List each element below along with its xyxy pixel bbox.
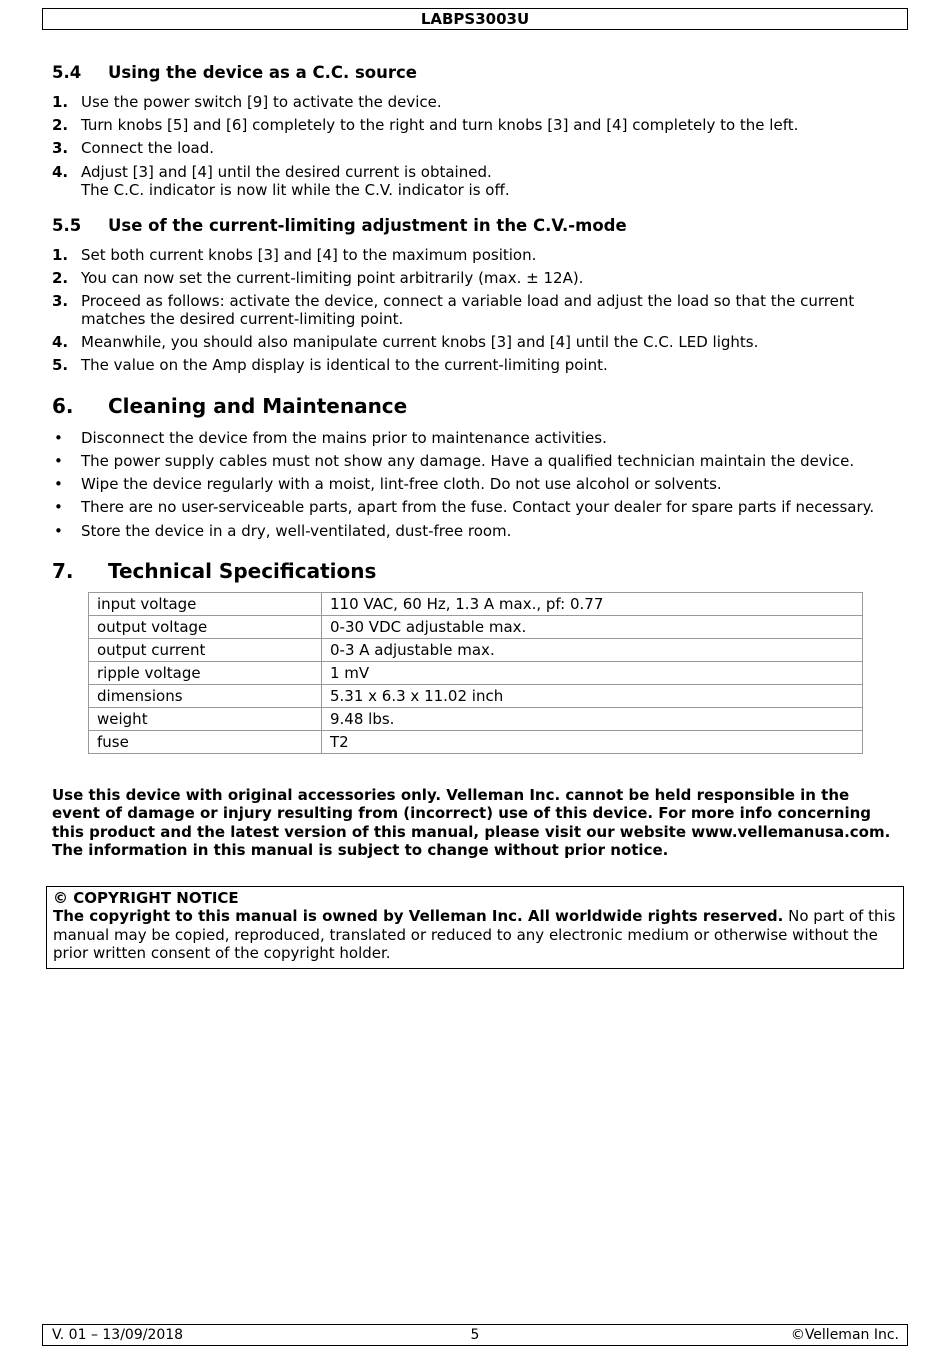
item-number: 4. (52, 163, 69, 181)
copyright-text: No part of this manual may be copied, reproduced, translated or reduced to any electronic medium or otherwise without the prior written consent of the copyright holder. (53, 907, 896, 962)
disclaimer: Use this device with original accessories only. Velleman Inc. cannot be held responsible in the event of damage or injury resulting from (incorrect) use of this device. For more info concerning this product and the latest version of this manual, please visit our website www.vellemanusa.com. The information in this manual is subject to change without prior notice. (52, 786, 891, 859)
spec-key: output current (89, 639, 322, 662)
table-row (89, 639, 863, 662)
spec-value: T2 (322, 731, 863, 754)
spec-key: fuse (89, 731, 322, 754)
list-item (52, 163, 882, 199)
list-item (52, 356, 882, 374)
bullet: • (54, 429, 63, 447)
item-text: You can now set the current-limiting point arbitrarily (max. ± 12A). (81, 269, 584, 287)
section-title: Use of the current-limiting adjustment in the C.V.-mode (108, 216, 627, 235)
section-7-heading (52, 559, 376, 583)
item-number: 3. (52, 139, 69, 157)
item-text: Adjust [3] and [4] until the desired current is obtained. (81, 163, 492, 181)
section-6-heading (52, 394, 407, 418)
spec-key: output voltage (89, 616, 322, 639)
spec-key: ripple voltage (89, 662, 322, 685)
bullet-item (52, 498, 882, 516)
bullet-item (52, 429, 882, 447)
section-title: Using the device as a C.C. source (108, 63, 417, 82)
spec-value: 0-3 A adjustable max. (322, 639, 863, 662)
spec-key: input voltage (89, 593, 322, 616)
section-title: Technical Specifications (108, 559, 377, 583)
section-5-5-heading (52, 216, 627, 235)
item-text: Connect the load. (81, 139, 215, 157)
spec-value: 9.48 lbs. (322, 708, 863, 731)
item-text: Meanwhile, you should also manipulate current knobs [3] and [4] until the C.C. LED lights. (81, 333, 759, 351)
table-row (89, 662, 863, 685)
section-number: 7. (52, 559, 74, 583)
copyright-title: © COPYRIGHT NOTICE (53, 889, 239, 907)
bullet: • (54, 498, 63, 516)
page-header: LABPS3003U (42, 8, 908, 30)
table-row (89, 731, 863, 754)
footer-owner: ©Velleman Inc. (790, 1327, 899, 1343)
item-text: Use the power switch [9] to activate the device. (81, 93, 442, 111)
section-5-4-heading (52, 63, 417, 82)
specifications-table (88, 592, 863, 754)
section-number: 5.4 (52, 63, 82, 82)
list-item (52, 116, 882, 134)
list-item (52, 246, 882, 264)
spec-key: dimensions (89, 685, 322, 708)
item-text: There are no user-serviceable parts, apart from the fuse. Contact your dealer for spare parts if necessary. (81, 498, 875, 516)
list-item (52, 139, 882, 157)
item-number: 1. (52, 93, 69, 111)
bullet: • (54, 452, 63, 470)
footer-version: V. 01 – 13/09/2018 (52, 1327, 184, 1343)
bullet-item (52, 452, 882, 470)
section-title: Cleaning and Maintenance (108, 394, 408, 418)
spec-value: 0-30 VDC adjustable max. (322, 616, 863, 639)
bullet: • (54, 475, 63, 493)
copyright-bold-text: The copyright to this manual is owned by Velleman Inc. All worldwide rights reserved. (53, 907, 784, 926)
item-number: 3. (52, 292, 69, 310)
item-text: Set both current knobs [3] and [4] to the maximum position. (81, 246, 537, 264)
bullet-item (52, 475, 882, 493)
table-row (89, 616, 863, 639)
item-number: 1. (52, 246, 69, 264)
spec-key: weight (89, 708, 322, 731)
item-text: Disconnect the device from the mains prior to maintenance activities. (81, 429, 607, 447)
copyright-notice (46, 886, 904, 969)
list-item (52, 333, 882, 351)
table-row (89, 685, 863, 708)
spec-value: 110 VAC, 60 Hz, 1.3 A max., pf: 0.77 (322, 593, 863, 616)
item-text: The value on the Amp display is identical to the current-limiting point. (81, 356, 608, 374)
bullet: • (54, 522, 63, 540)
item-number: 2. (52, 116, 69, 134)
item-text: The power supply cables must not show any damage. Have a qualified technician maintain the device. (81, 452, 855, 470)
section-number: 6. (52, 394, 74, 418)
list-item (52, 292, 882, 328)
item-text: Proceed as follows: activate the device, connect a variable load and adjust the load so that the current matches the desired current-limiting point. (81, 292, 855, 328)
item-number: 4. (52, 333, 69, 351)
spec-value: 5.31 x 6.3 x 11.02 inch (322, 685, 863, 708)
footer-page-number: 5 (470, 1327, 480, 1343)
item-number: 5. (52, 356, 69, 374)
item-text: Wipe the device regularly with a moist, lint-free cloth. Do not use alcohol or solvents. (81, 475, 722, 493)
table-row (89, 708, 863, 731)
item-number: 2. (52, 269, 69, 287)
item-text: Turn knobs [5] and [6] completely to the right and turn knobs [3] and [4] completely to the left. (81, 116, 799, 134)
list-item (52, 93, 882, 111)
table-row (89, 593, 863, 616)
copyright-body (53, 907, 897, 962)
list-item (52, 269, 882, 287)
item-text-continued: The C.C. indicator is now lit while the C.V. indicator is off. (81, 181, 510, 199)
section-number: 5.5 (52, 216, 82, 235)
page-footer (42, 1324, 908, 1346)
item-text: Store the device in a dry, well-ventilated, dust-free room. (81, 522, 512, 540)
spec-value: 1 mV (322, 662, 863, 685)
bullet-item (52, 522, 882, 540)
